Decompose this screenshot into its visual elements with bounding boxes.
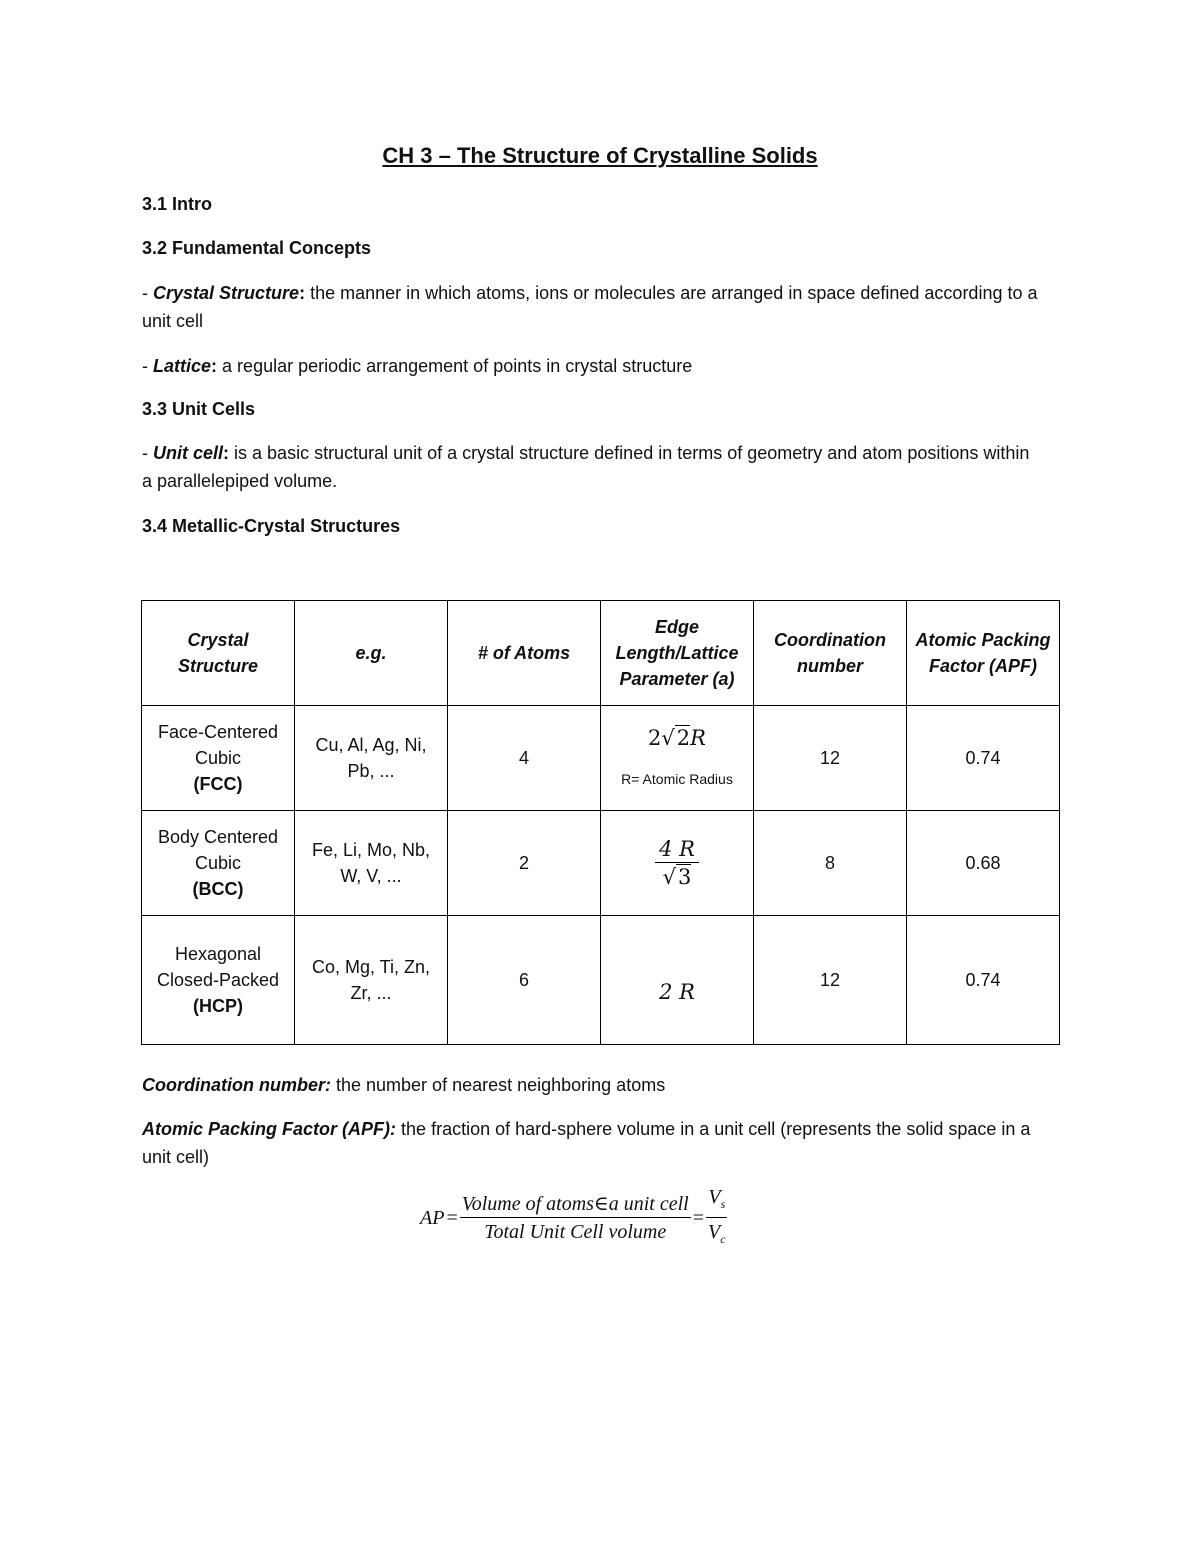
formula-ratio-fraction xyxy=(706,1184,728,1253)
table-row xyxy=(142,706,1060,811)
section-heading-metallic: 3.4 Metallic-Crystal Structures xyxy=(142,516,401,536)
formula-lhs: AP xyxy=(420,1206,445,1229)
formula-vs xyxy=(706,1184,727,1218)
edge-variable: R xyxy=(690,725,706,750)
lattice-term: Lattice xyxy=(153,356,212,376)
table-row xyxy=(142,811,1060,916)
formula-vc xyxy=(706,1218,728,1253)
structure-cell xyxy=(142,706,295,811)
crystal-structure-definition: - Crystal Structure: the manner in which atoms, ions or molecules are arranged in space defined according to a unit cell xyxy=(142,283,1038,331)
header-atoms: # of Atoms xyxy=(448,601,601,706)
structure-abbr: (HCP) xyxy=(193,996,243,1016)
structure-abbr: (BCC) xyxy=(192,879,244,899)
atoms-cell: 6 xyxy=(448,916,601,1045)
edge-cell xyxy=(601,916,754,1045)
formula-sub-s: s xyxy=(720,1196,726,1211)
header-edge-length: Edge Length/Lattice Parameter (a) xyxy=(601,601,754,706)
header-coordination: Coordination number xyxy=(754,601,907,706)
header-apf: Atomic Packing Factor (APF) xyxy=(907,601,1060,706)
formula-sub-c: c xyxy=(720,1231,726,1246)
apf-formula: AP = $\frac{\text{Volume of atoms∈a unit cell}}{\text{Total Unit Cell volume}}$ = $\frac{V_s}{V_c}$ xyxy=(420,1186,820,1250)
structure-name: Hexagonal Closed-Packed xyxy=(156,944,280,990)
structure-name: Face-Centered Cubic xyxy=(157,722,279,768)
formula-main-fraction xyxy=(460,1191,691,1246)
table-row xyxy=(142,916,1060,1045)
coordination-term: Coordination number: xyxy=(142,1075,331,1095)
edge-cell xyxy=(601,811,754,916)
lattice-definition: - Lattice: a regular periodic arrangement of points in crystal structure xyxy=(142,356,693,376)
table-header-row xyxy=(142,601,1060,706)
edge-formula: 2√2R xyxy=(648,725,706,750)
structure-name: Body Centered Cubic xyxy=(157,827,279,873)
edge-root: 2 xyxy=(676,725,691,750)
section-heading-unit-cells: 3.3 Unit Cells xyxy=(142,399,256,419)
coordination-text: the number of nearest neighboring atoms xyxy=(336,1075,666,1095)
section-heading-fundamental: 3.2 Fundamental Concepts xyxy=(142,238,372,258)
coordination-number-definition xyxy=(142,1071,1042,1099)
formula-v-top: V xyxy=(708,1185,721,1208)
edge-cell xyxy=(601,706,754,811)
apf-cell: 0.74 xyxy=(907,706,1060,811)
edge-fraction xyxy=(655,836,699,891)
crystal-structures-table xyxy=(141,600,1060,1045)
apf-text: the fraction of hard-sphere volume in a unit cell (represents the solid space in a unit cell) xyxy=(142,1119,1031,1167)
unit-cell-text: is a basic structural unit of a crystal structure defined in terms of geometry and atom positions within a parallelepiped volume. xyxy=(142,443,1030,491)
coordination-cell: 8 xyxy=(754,811,907,916)
coordination-cell: 12 xyxy=(754,706,907,811)
edge-denominator: √3 xyxy=(662,864,692,889)
structure-abbr: (FCC) xyxy=(193,774,243,794)
header-examples: e.g. xyxy=(295,601,448,706)
examples-cell: Fe, Li, Mo, Nb, W, V, ... xyxy=(295,811,448,916)
structure-cell xyxy=(142,916,295,1045)
formula-v-bottom: V xyxy=(708,1220,721,1243)
edge-formula: 2 R xyxy=(659,979,695,1004)
unit-cell-term: Unit cell xyxy=(153,443,224,463)
header-crystal-structure: Crystal Structure xyxy=(142,601,295,706)
formula-denominator: Total Unit Cell volume xyxy=(484,1220,667,1243)
apf-term: Atomic Packing Factor (APF): xyxy=(142,1119,397,1139)
edge-denominator-root: 3 xyxy=(678,864,692,889)
edge-numerator: 4 R xyxy=(655,836,699,863)
edge-note: R= Atomic Radius xyxy=(621,770,733,787)
formula-numerator: Volume of atoms∈a unit cell xyxy=(460,1191,691,1218)
atoms-cell: 4 xyxy=(448,706,601,811)
coordination-cell: 12 xyxy=(754,916,907,1045)
unit-cell-definition: - Unit cell: is a basic structural unit of a crystal structure defined in terms of geometry and atom positions within a parallelepiped volume. xyxy=(142,443,1030,491)
crystal-structure-text: the manner in which atoms, ions or molecules are arranged in space defined according to a unit cell xyxy=(142,283,1038,331)
lattice-text: a regular periodic arrangement of points in crystal structure xyxy=(222,356,693,376)
page-title: CH 3 – The Structure of Crystalline Solids xyxy=(382,143,818,168)
examples-cell: Co, Mg, Ti, Zn, Zr, ... xyxy=(295,916,448,1045)
atoms-cell: 2 xyxy=(448,811,601,916)
examples-cell: Cu, Al, Ag, Ni, Pb, ... xyxy=(295,706,448,811)
apf-cell: 0.68 xyxy=(907,811,1060,916)
structure-cell xyxy=(142,811,295,916)
crystal-structure-term: Crystal Structure xyxy=(153,283,300,303)
apf-cell: 0.74 xyxy=(907,916,1060,1045)
section-heading-intro: 3.1 Intro xyxy=(142,194,213,214)
edge-coefficient: 2 xyxy=(648,725,662,750)
apf-definition xyxy=(142,1115,1042,1171)
